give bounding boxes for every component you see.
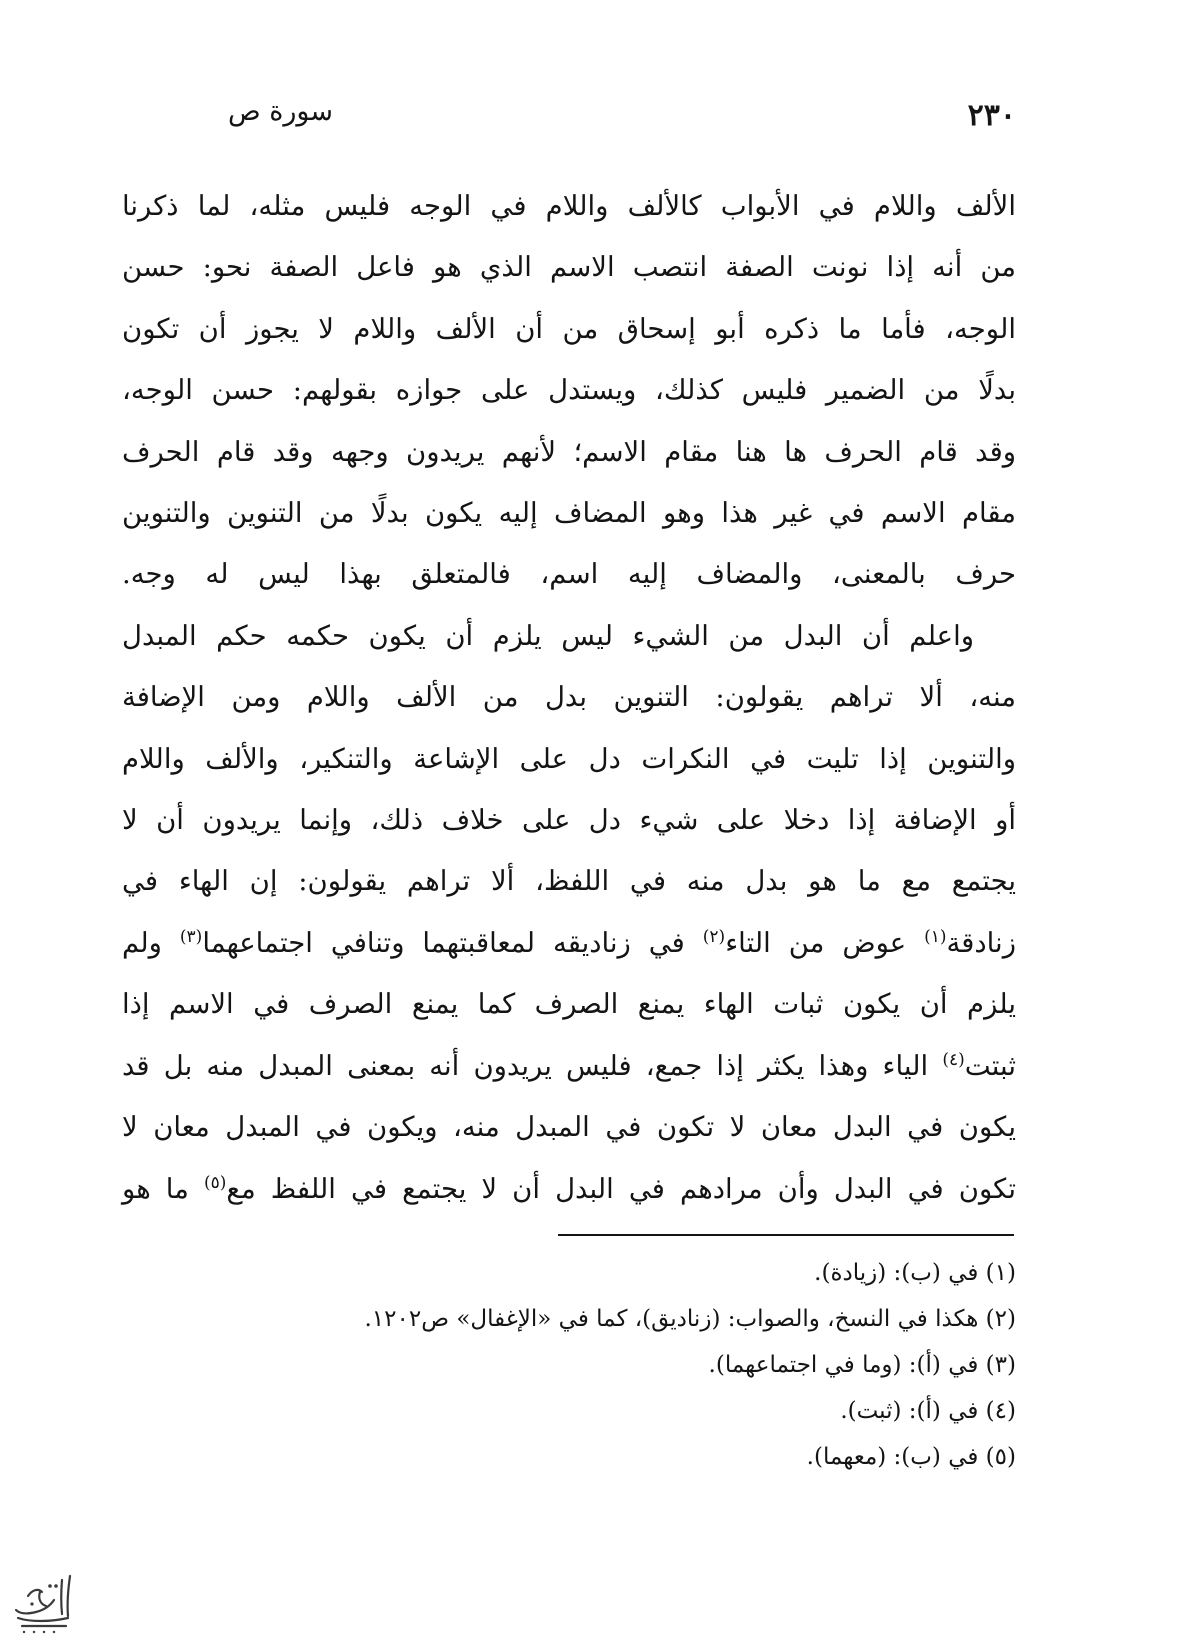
text-fragment: ما هو xyxy=(122,1172,204,1205)
footnote-2: (٢) هكذا في النسخ، والصواب: (زناديق)، كما في «الإغفال» ص١٢٠٢. xyxy=(364,1306,1016,1332)
body-text xyxy=(122,176,1016,1220)
text-fragment: عوض من التاء xyxy=(725,926,925,959)
footnote-marker-2: (٢) xyxy=(702,926,726,947)
text-fragment: ثبتت xyxy=(964,1049,1016,1082)
text-line: أو الإضافة إذا دخلا على شيء دل على خلاف ذلك، وإنما يريدون أن لا xyxy=(122,804,1016,837)
text-line: الوجه، فأما ما ذكره أبو إسحاق من أن الألف واللام لا يجوز أن تكون xyxy=(122,312,1016,345)
page-number: ٢٣٠ xyxy=(967,98,1016,133)
text-fragment: ولم xyxy=(122,926,180,959)
footnote-marker-3: (٣) xyxy=(179,926,203,947)
footnote-separator xyxy=(558,1234,1014,1236)
footnote-3: (٣) في (أ): (وما في اجتماعهما). xyxy=(708,1352,1016,1378)
text-fragment: زنادقة xyxy=(946,926,1016,959)
text-line xyxy=(122,927,1016,959)
text-fragment: في زناديقه لمعاقبتهما وتنافي اجتماعهما xyxy=(202,926,703,959)
text-line: يكون في البدل معان لا تكون في المبدل منه، ويكون في المبدل معان لا xyxy=(122,1111,1016,1144)
text-line xyxy=(122,1050,1016,1082)
running-title: سورة ص xyxy=(228,96,333,127)
footnote-1: (١) في (ب): (زيادة). xyxy=(814,1260,1016,1286)
footnotes xyxy=(122,1250,1016,1480)
text-fragment: الياء وهذا يكثر إذا جمع، فليس يريدون أنه بمعنى المبدل منه بل قد xyxy=(122,1049,943,1082)
text-line: مقام الاسم في غير هذا وهو المضاف إليه يكون بدلًا من التنوين والتنوين xyxy=(122,497,1016,530)
paragraph-1 xyxy=(122,176,1016,606)
text-line: بدلًا من الضمير فليس كذلك، ويستدل على جوازه بقولهم: حسن الوجه، xyxy=(122,374,1016,407)
text-line: منه، ألا تراهم يقولون: التنوين بدل من الألف واللام ومن الإضافة xyxy=(122,681,1016,714)
footnote-marker-5: (٥) xyxy=(203,1172,227,1193)
footnote-marker-1: (١) xyxy=(924,926,947,947)
text-line: والتنوين إذا تليت في النكرات دل على الإشاعة والتنكير، والألف واللام xyxy=(122,742,1016,775)
text-line: الألف واللام في الأبواب كالألف واللام في الوجه فليس مثله، لما ذكرنا xyxy=(122,190,1016,222)
text-line: واعلم أن البدل من الشيء ليس يلزم أن يكون حكمه حكم المبدل xyxy=(122,619,974,652)
text-line: وقد قام الحرف ها هنا مقام الاسم؛ لأنهم يريدون وجهه وقد قام الحرف xyxy=(122,435,1016,468)
page-header xyxy=(228,96,1016,140)
text-line: حرف بالمعنى، والمضاف إليه اسم، فالمتعلق بهذا ليس له وجه. xyxy=(122,558,1016,591)
library-stamp-logo xyxy=(10,1570,76,1640)
footnote-4: (٤) في (أ): (ثبت). xyxy=(840,1398,1016,1424)
text-line: يجتمع مع ما هو بدل منه في اللفظ، ألا تراهم يقولون: إن الهاء في xyxy=(122,865,1016,898)
text-line: يلزم أن يكون ثبات الهاء يمنع الصرف كما يمنع الصرف في الاسم إذا xyxy=(122,988,1016,1021)
paragraph-2 xyxy=(122,606,1016,1220)
text-line: من أنه إذا نونت الصفة انتصب الاسم الذي هو فاعل الصفة نحو: حسن xyxy=(122,251,1016,284)
text-line xyxy=(122,1173,1016,1205)
footnote-5: (٥) في (ب): (معهما). xyxy=(806,1444,1016,1470)
footnote-marker-4: (٤) xyxy=(942,1049,965,1070)
text-fragment: تكون في البدل وأن مرادهم في البدل أن لا يجتمع في اللفظ مع xyxy=(226,1172,1016,1205)
